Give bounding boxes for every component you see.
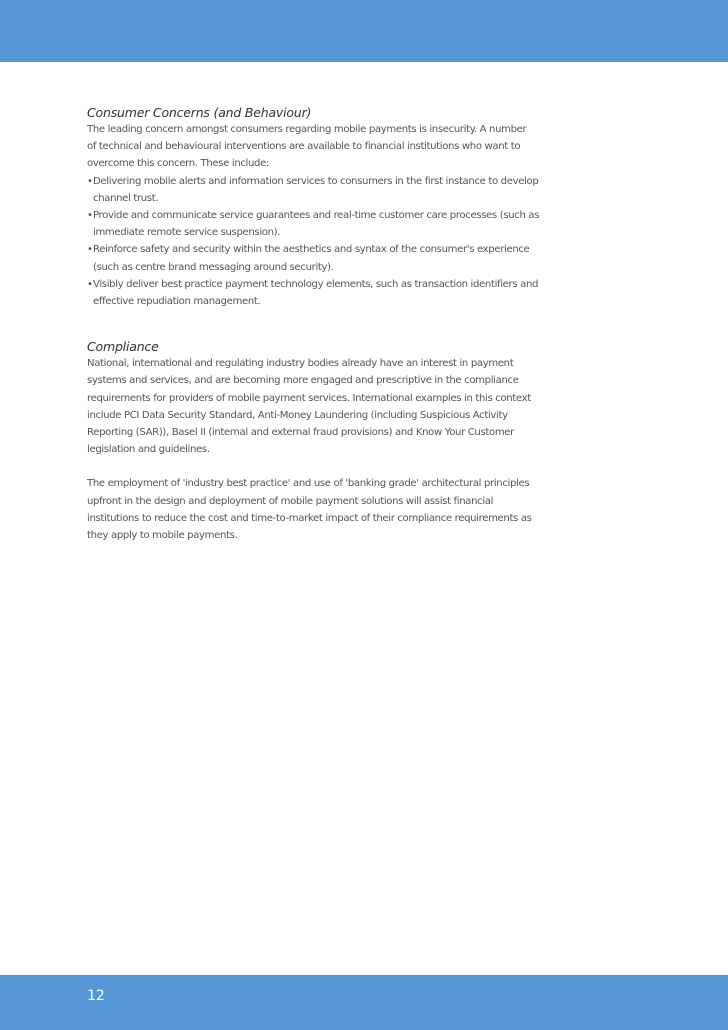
header-band bbox=[0, 0, 728, 62]
bullet-item bbox=[87, 276, 587, 310]
paragraph-spacer bbox=[87, 458, 587, 475]
bullet-item bbox=[87, 241, 587, 275]
bullet-icon: • bbox=[87, 175, 93, 187]
text-line: Visibly deliver best practice payment technology elements, such as transaction identifiers and bbox=[93, 278, 539, 290]
text-line: institutions to reduce the cost and time-to-market impact of their compliance requirements as bbox=[87, 512, 532, 524]
bullet-icon: • bbox=[87, 244, 93, 256]
text-line: they apply to mobile payments. bbox=[87, 530, 238, 542]
heading-consumer-concerns: Consumer Concerns (and Behaviour) bbox=[87, 105, 312, 120]
text-line: (such as centre brand messaging around security). bbox=[93, 261, 334, 273]
paragraph-compliance-1 bbox=[87, 355, 587, 458]
text-line: requirements for providers of mobile payment services. International examples in this context bbox=[87, 392, 531, 404]
bullet-icon: • bbox=[87, 210, 93, 222]
text-line: upfront in the design and deployment of mobile payment solutions will assist financial bbox=[87, 495, 494, 507]
text-line: The employment of 'industry best practice' and use of 'banking grade' architectural principles bbox=[87, 478, 530, 490]
paragraph-concerns-intro bbox=[87, 121, 587, 173]
page-number: 12 bbox=[87, 988, 105, 1004]
text-line: of technical and behavioural interventions are available to financial institutions who want to bbox=[87, 141, 521, 153]
text-line: Reporting (SAR)), Basel II (internal and external fraud provisions) and Know Your Customer bbox=[87, 427, 514, 439]
text-line: channel trust. bbox=[93, 192, 159, 204]
text-line: systems and services, and are becoming more engaged and prescriptive in the compliance bbox=[87, 375, 519, 387]
text-line: overcome this concern. These include: bbox=[87, 158, 270, 170]
section-spacer bbox=[87, 310, 587, 338]
bullet-item bbox=[87, 173, 587, 207]
text-line: Reinforce safety and security within the aesthetics and syntax of the consumer's experience bbox=[93, 244, 530, 256]
bullet-icon: • bbox=[87, 278, 93, 290]
page-content bbox=[87, 104, 587, 544]
text-line: effective repudiation management. bbox=[93, 296, 261, 308]
paragraph-compliance-2 bbox=[87, 475, 587, 544]
footer-band bbox=[0, 975, 728, 1030]
text-line: Delivering mobile alerts and information services to consumers in the first instance to develop bbox=[93, 175, 539, 187]
text-line: Provide and communicate service guarantees and real-time customer care processes (such as bbox=[93, 210, 540, 222]
concerns-bullet-list bbox=[87, 173, 587, 311]
text-line: legislation and guidelines. bbox=[87, 444, 210, 456]
bullet-item bbox=[87, 207, 587, 241]
text-line: National, international and regulating industry bodies already have an interest in payment bbox=[87, 358, 514, 370]
text-line: The leading concern amongst consumers regarding mobile payments is insecurity. A number bbox=[87, 124, 527, 135]
text-line: immediate remote service suspension). bbox=[93, 227, 281, 239]
text-line: include PCI Data Security Standard, Anti-Money Laundering (including Suspicious Activity bbox=[87, 409, 508, 421]
heading-compliance: Compliance bbox=[87, 339, 159, 355]
